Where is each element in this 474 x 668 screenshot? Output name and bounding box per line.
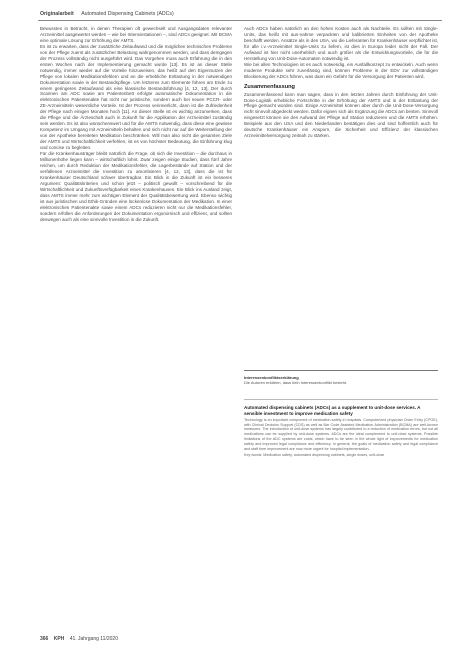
journal-name: KPH [53,636,65,642]
coi-text: Die Autoren erklären, dass kein Interessenkonflikt besteht. [244,380,348,386]
coi-title: Interessenkonfliktserklärung [244,375,299,380]
coi-divider [244,370,438,371]
section-label: Originalarbeit [40,11,74,17]
english-abstract [244,405,438,458]
left-column [40,26,232,222]
paragraph: Wie bei allen Technologien ist es auch notwendig, ein Ausfallkonzept zu entwickeln. Auch wenn moderne Produkte sehr zuverlässig sind, können Probleme in der EDV zur vollständigen Blockierung der ADCs führen, was dann ein Gefahr für die Versorgung der Patienten wird. [244,61,438,79]
summary-text: Zusammenfassend kann man sagen, dass in den letzten Jahren durch Einführung der Unit-Dose-Logistik erhebliche Fortschritte in der Erhöhung der AMTS und in der Entlastung der Pflege gemacht worden sind. Einige Arzneimittel können aber durch die Unit-Dose-Versorgung nicht sinnvoll abgedeckt werden. Dafür eignen sich als Ergänzung die ADCs am besten. Sinnvoll eingesetzt können sie den Aufwand der Pflege auf Station reduzieren und die AMTS erhöhen. Beispiele aus den USA und den Niederlanden bestätigen dies und sind hoffentlich auch für deutsche Krankenhäuser ein Ansporn, die Sicherheit und Effizienz der klassischen Arzneimittelversorgung zeitnah zu stärken. [244,91,438,139]
volume-info: 41. Jahrgang 11/2020 [69,636,118,642]
paragraph: Für die Krankenhausträger bleibt natürlich die Frage, ob sich die Investition – die durchaus in Millionenhöhe liegen kann – wirtschaftlich lohnt. Zwar zeigen einige Studien, dass fünf Jahre reichen, um durch Reduktion der Medikationsfehler, die Lagerbestände auf Station und der verfallenen Arzneimittel die Investition zu amortisieren [4, 12, 13], dass die ist für Krankenhäuser Deutschland schwer übertragbar. Ein Blick in die Zukunft ist ein besseres Argument: Qualitätskriterien und schon jetzt – politisch gewollt – vorschreibend für die Wirtschaftlichkeit und Zukunftsverfügbarkeit eines Krankenhauses. Ein Blick ins Ausland zeigt, dass AMTS immer mehr zum wichtigen Element der Qualitätsbewertung wird. Ebenso wichtig ist aus juristischen und Ethik-Gründen eine lückenlose Dokumentation der Medikation. In einer elektronischen Patientenakte sowie einem ADCs reduzieren nicht nur die Medikationsfehler, sondern erfüllen die Anforderungen der Dokumentation ergonomisch und effizient, und sollten deswegen auch als eine sinnvolle Investition in die Zukunft. [40,151,232,222]
summary-heading: Zusammenfassung [244,83,295,90]
paragraph: Es ist zu erwarten, dass der zusätzliche Zeitaufwand und die möglichen technischen Probleme von der Pflege zuerst als zusätzlicher Belastung wahrgenommen werden, und dass demgegen der Prozess vollständig nicht ausgeführt wird. Das Vorgehen muss auch Erfahrung die in den ersten Wochen nach der Implementierung gemacht wurde [13]. Es ist an dieser Stelle notwendig, immer wieder auf die Vorteile hinzuweisen, das heißt auf den Eigennutzen der Pflege von lokalen Medikationsfehlern und an die erhebliche Entlastung in der notwendigen Dokumentation sowie in der Bestandspflege. Um letzteres zum Elemente führen am Ende zu einem geringeren Zeitaufwand als eine klassische Bestandsführung [4, 12, 13]. Der durch Scannen am ADC sowie am Patientenbett erfolgte automatische Dokumentation in die elektronischen Patientenakte hat nicht nur juristische, sondern auch bei neuen PCCR- oder ZE-Arzneimitteln wesentliche Vorteile. Ist der Prozess verinnerlicht, dann ist die Zufriedenheit der Pflege nach einigen Monaten hoch [11]. An dieser Stelle ist es wichtig anzumerken, dass die Pflege und die Ärzteschaft auch in Zukunft für die Applikation der Arzneimittel zuständig sein werden. Es ist also wünschenswert und für die AMTS notwendig, dass diese eine gewisse Kompetenz im Umgang mit Arzneimitteln behalten und sich nicht nur auf die Weiterstellung der von der Apotheke bereiteten Medikation beschränken. Will man also nicht die gesamten Ziele der AMTS und Wirtschaftlichkeit verfehlen, ist es von höchster Bedeutung, die Einführung klug und concise zu begleiten. [40,43,232,151]
abstract-body: Technology is an important component of medication safety in hospitals. Computerized physician Order Entry (CPOE), with Clinical Decision Support (CDS) as well as Bar Code Assisted Medication Administration (BCMA) are well-known measures. The introduction of unit-dose systems has largely contributed to a reduction of medication errors, but not all medications can be supplied by unit-dose systems. ADCs are the ideal complement to unit-dose systems. Possible limitations of the ADC systems are costs, which have to be seen in the whole light of improvements for medication safety and improved legal compliance and efficiency. In general, the goals of medication safety and legal compliance and staff time improvement are now more urgent for hospital implementation. [244,417,438,452]
running-header [40,8,440,20]
abstract-divider [244,399,438,400]
topic-label: Automated Dispensing Cabinets (ADCs) [81,11,174,17]
page-footer [40,634,118,644]
abstract-keywords: Key words: Medication safety, automated dispensing cabinets, single doses, unit-dose [244,452,385,457]
abstract-title: Automated dispensing cabinets (ADCs) as a supplement to unit-dose services. A sensible investment to improve medication safety [244,405,421,416]
paragraph: Bewusstes in Betracht, in denen Therapien oft gewechselt und Ausgangsdaten relevanter Arzneimittel ausgewertet werden – wie bei Intensivstationen –, sind ADCs geeignet. Mit BCMA eine optimale Lösung zur Erhöhung der AMTS. [40,26,232,43]
conflict-of-interest [244,375,438,385]
page-number: 366 [40,636,49,642]
paragraph: Auch ADCs haben natürlich an den hohen Kosten auch als Nachteile. Es sollten mit Single-Units, das heißt mit aus-nahme verpackten und kalibrierten Einheiten von der Apotheke beschafft werden. Ansätze als in den USA, wo die Lieferanten für Krankenhäuser verpflichtet ist, für alle i.v.-Arzneimittel Single-Units zu liefern, ist dies in Europa leider nicht der Fall. Der Aufwand ist hier nicht unerheblich und auch größer als die Entwicklungsvorteile, die für die Herstellung von Unit-Dose-Automaten notwendig ist. [244,26,438,61]
right-column [244,26,438,139]
header-rule [38,20,442,21]
